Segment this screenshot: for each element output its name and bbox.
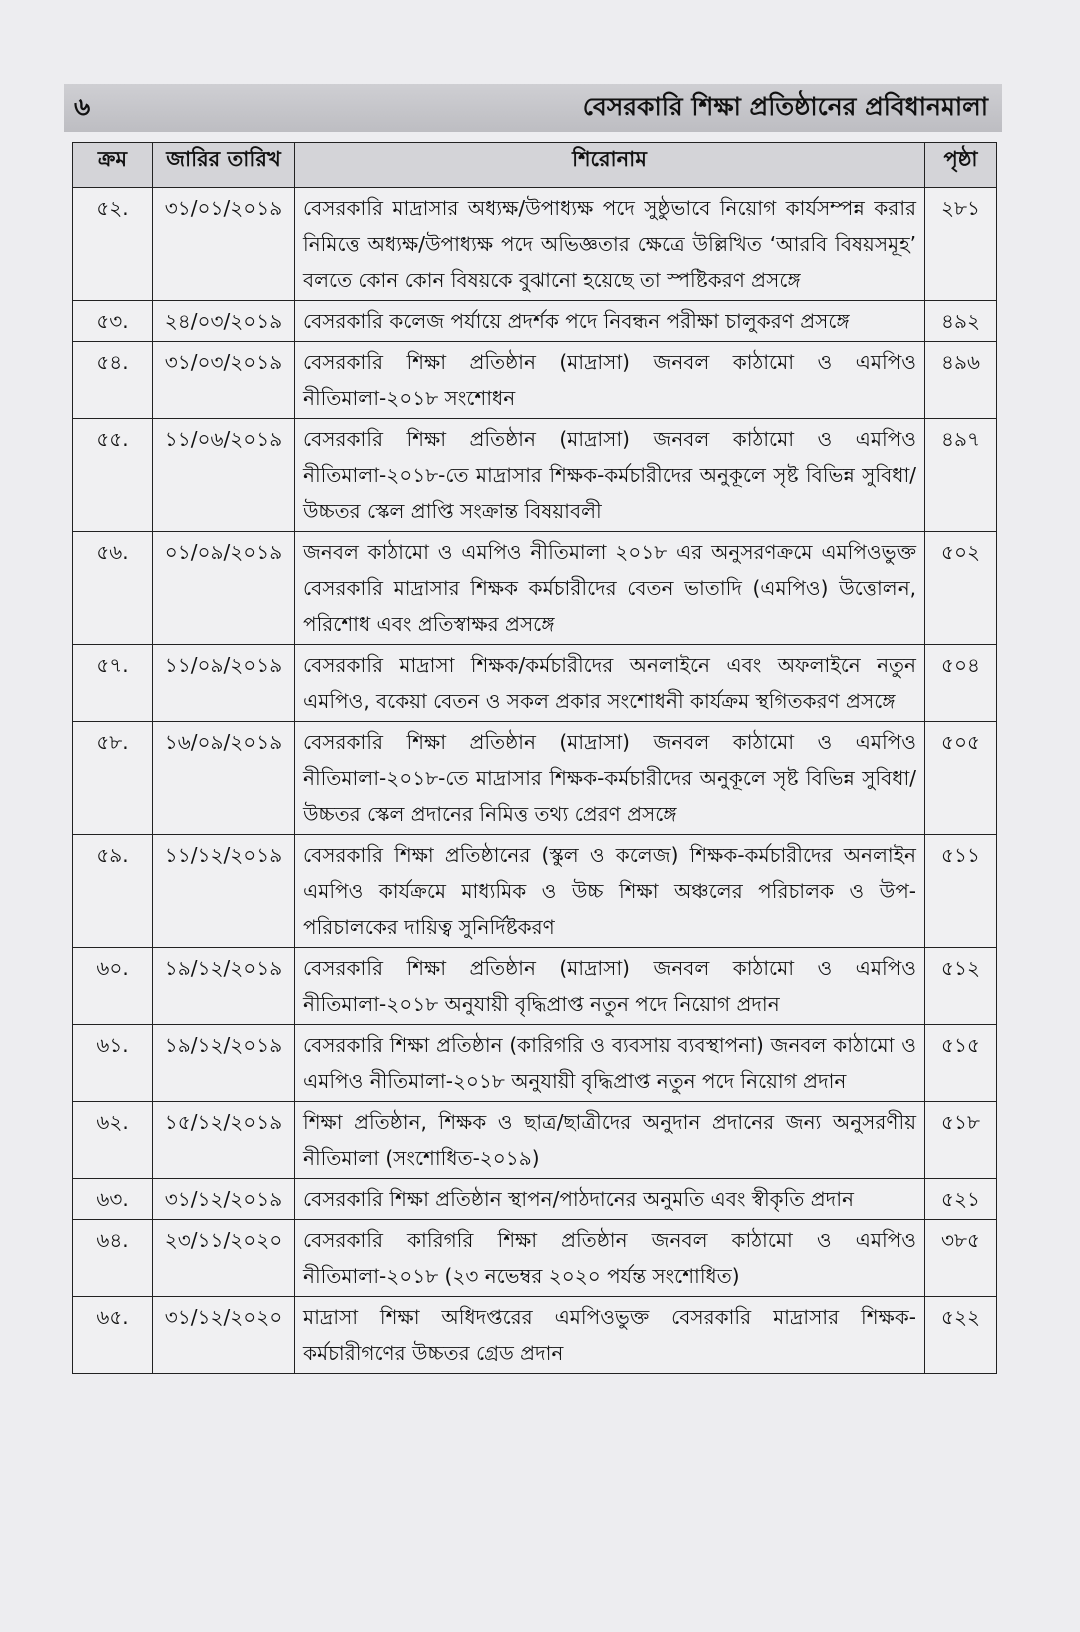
- row-serial: ৬১.: [73, 1025, 153, 1102]
- row-date: ১৬/০৯/২০১৯: [153, 722, 295, 835]
- row-title: বেসরকারি শিক্ষা প্রতিষ্ঠান (মাদ্রাসা) জনবল কাঠামো ও এমপিও নীতিমালা-২০১৮-তে মাদ্রাসার শিক্ষক-কর্মচারীদের অনুকূলে সৃষ্ট বিভিন্ন সুবিধা/উচ্চতর স্কেল প্রাপ্তি সংক্রান্ত বিষয়াবলী: [295, 419, 925, 532]
- table-row: [73, 1179, 997, 1220]
- column-header-page: পৃষ্ঠা: [925, 143, 997, 188]
- row-date: ৩১/০৩/২০১৯: [153, 342, 295, 419]
- row-page: ৪৯৭: [925, 419, 997, 532]
- row-title: বেসরকারি কারিগরি শিক্ষা প্রতিষ্ঠান জনবল কাঠামো ও এমপিও নীতিমালা-২০১৮ (২৩ নভেম্বর ২০২০ পর্যন্ত সংশোধিত): [295, 1220, 925, 1297]
- row-page: ৫০৪: [925, 645, 997, 722]
- row-date: ১৫/১২/২০১৯: [153, 1102, 295, 1179]
- table-row: [73, 722, 997, 835]
- row-page: ৩৮৫: [925, 1220, 997, 1297]
- row-page: ৫১১: [925, 835, 997, 948]
- table-row: [73, 1102, 997, 1179]
- column-header-serial: ক্রম: [73, 143, 153, 188]
- row-serial: ৬৫.: [73, 1297, 153, 1374]
- row-serial: ৬৪.: [73, 1220, 153, 1297]
- table-row: [73, 301, 997, 342]
- row-page: ৫০৫: [925, 722, 997, 835]
- row-serial: ৫৭.: [73, 645, 153, 722]
- row-title: বেসরকারি শিক্ষা প্রতিষ্ঠানের (স্কুল ও কলেজ) শিক্ষক-কর্মচারীদের অনলাইন এমপিও কার্যক্রমে মাধ্যমিক ও উচ্চ শিক্ষা অঞ্চলের পরিচালক ও উপ-পরিচালকের দায়িত্ব সুনির্দিষ্টকরণ: [295, 835, 925, 948]
- column-header-date: জারির তারিখ: [153, 143, 295, 188]
- row-serial: ৫৩.: [73, 301, 153, 342]
- row-title: বেসরকারি শিক্ষা প্রতিষ্ঠান (কারিগরি ও ব্যবসায় ব্যবস্থাপনা) জনবল কাঠামো ও এমপিও নীতিমালা-২০১৮ অনুযায়ী বৃদ্ধিপ্রাপ্ত নতুন পদে নিয়োগ প্রদান: [295, 1025, 925, 1102]
- row-page: ৪৯২: [925, 301, 997, 342]
- row-title: বেসরকারি শিক্ষা প্রতিষ্ঠান স্থাপন/পাঠদানের অনুমতি এবং স্বীকৃতি প্রদান: [295, 1179, 925, 1220]
- row-serial: ৫৫.: [73, 419, 153, 532]
- row-page: ২৮১: [925, 188, 997, 301]
- row-page: ৫১২: [925, 948, 997, 1025]
- row-title: বেসরকারি মাদ্রাসা শিক্ষক/কর্মচারীদের অনলাইনে এবং অফলাইনে নতুন এমপিও, বকেয়া বেতন ও সকল প্রকার সংশোধনী কার্যক্রম স্থগিতকরণ প্রসঙ্গে: [295, 645, 925, 722]
- row-date: ৩১/১২/২০১৯: [153, 1179, 295, 1220]
- row-title: শিক্ষা প্রতিষ্ঠান, শিক্ষক ও ছাত্র/ছাত্রীদের অনুদান প্রদানের জন্য অনুসরণীয় নীতিমালা (সংশোধিত-২০১৯): [295, 1102, 925, 1179]
- row-serial: ৫২.: [73, 188, 153, 301]
- row-title: বেসরকারি মাদ্রাসার অধ্যক্ষ/উপাধ্যক্ষ পদে সুষ্ঠুভাবে নিয়োগ কার্যসম্পন্ন করার নিমিত্তে অধ্যক্ষ/উপাধ্যক্ষ পদে অভিজ্ঞতার ক্ষেত্রে উল্লিখিত ‘আরবি বিষয়সমূহ’ বলতে কোন কোন বিষয়কে বুঝানো হয়েছে তা স্পষ্টিকরণ প্রসঙ্গে: [295, 188, 925, 301]
- row-date: ১১/০৬/২০১৯: [153, 419, 295, 532]
- table-header-row: [73, 143, 997, 188]
- page-header: [64, 84, 1002, 132]
- row-date: ১৯/১২/২০১৯: [153, 1025, 295, 1102]
- row-page: ৫২২: [925, 1297, 997, 1374]
- row-serial: ৫৯.: [73, 835, 153, 948]
- row-title: বেসরকারি শিক্ষা প্রতিষ্ঠান (মাদ্রাসা) জনবল কাঠামো ও এমপিও নীতিমালা-২০১৮ অনুযায়ী বৃদ্ধিপ্রাপ্ত নতুন পদে নিয়োগ প্রদান: [295, 948, 925, 1025]
- row-title: জনবল কাঠামো ও এমপিও নীতিমালা ২০১৮ এর অনুসরণক্রমে এমপিওভুক্ত বেসরকারি মাদ্রাসার শিক্ষক কর্মচারীদের বেতন ভাতাদি (এমপিও) উত্তোলন, পরিশোধ এবং প্রতিস্বাক্ষর প্রসঙ্গে: [295, 532, 925, 645]
- row-serial: ৬২.: [73, 1102, 153, 1179]
- running-title: বেসরকারি শিক্ষা প্রতিষ্ঠানের প্রবিধানমালা: [582, 91, 988, 121]
- circular-index-table: [72, 142, 997, 1374]
- row-date: ৩১/১২/২০২০: [153, 1297, 295, 1374]
- row-page: ৫০২: [925, 532, 997, 645]
- table-row: [73, 1297, 997, 1374]
- row-page: ৫২১: [925, 1179, 997, 1220]
- row-date: ১১/০৯/২০১৯: [153, 645, 295, 722]
- table-row: [73, 1025, 997, 1102]
- row-serial: ৫৮.: [73, 722, 153, 835]
- row-page: ৫১৮: [925, 1102, 997, 1179]
- row-page: ৪৯৬: [925, 342, 997, 419]
- page-number: ৬: [74, 91, 91, 121]
- row-serial: ৬৩.: [73, 1179, 153, 1220]
- row-title: মাদ্রাসা শিক্ষা অধিদপ্তরের এমপিওভুক্ত বেসরকারি মাদ্রাসার শিক্ষক-কর্মচারীগণের উচ্চতর গ্রেড প্রদান: [295, 1297, 925, 1374]
- row-page: ৫১৫: [925, 1025, 997, 1102]
- row-title: বেসরকারি শিক্ষা প্রতিষ্ঠান (মাদ্রাসা) জনবল কাঠামো ও এমপিও নীতিমালা-২০১৮-তে মাদ্রাসার শিক্ষক-কর্মচারীদের অনুকূলে সৃষ্ট বিভিন্ন সুবিধা/উচ্চতর স্কেল প্রদানের নিমিত্ত তথ্য প্রেরণ প্রসঙ্গে: [295, 722, 925, 835]
- table-row: [73, 188, 997, 301]
- row-date: ০১/০৯/২০১৯: [153, 532, 295, 645]
- row-serial: ৫৬.: [73, 532, 153, 645]
- table-row: [73, 1220, 997, 1297]
- row-date: ২৪/০৩/২০১৯: [153, 301, 295, 342]
- row-date: ১৯/১২/২০১৯: [153, 948, 295, 1025]
- row-title: বেসরকারি কলেজ পর্যায়ে প্রদর্শক পদে নিবন্ধন পরীক্ষা চালুকরণ প্রসঙ্গে: [295, 301, 925, 342]
- table-row: [73, 948, 997, 1025]
- row-serial: ৬০.: [73, 948, 153, 1025]
- row-title: বেসরকারি শিক্ষা প্রতিষ্ঠান (মাদ্রাসা) জনবল কাঠামো ও এমপিও নীতিমালা-২০১৮ সংশোধন: [295, 342, 925, 419]
- row-date: ১১/১২/২০১৯: [153, 835, 295, 948]
- row-date: ৩১/০১/২০১৯: [153, 188, 295, 301]
- table-row: [73, 419, 997, 532]
- table-row: [73, 645, 997, 722]
- row-date: ২৩/১১/২০২০: [153, 1220, 295, 1297]
- table-row: [73, 342, 997, 419]
- table-row: [73, 835, 997, 948]
- table-row: [73, 532, 997, 645]
- table-body: [73, 188, 997, 1374]
- column-header-title: শিরোনাম: [295, 143, 925, 188]
- row-serial: ৫৪.: [73, 342, 153, 419]
